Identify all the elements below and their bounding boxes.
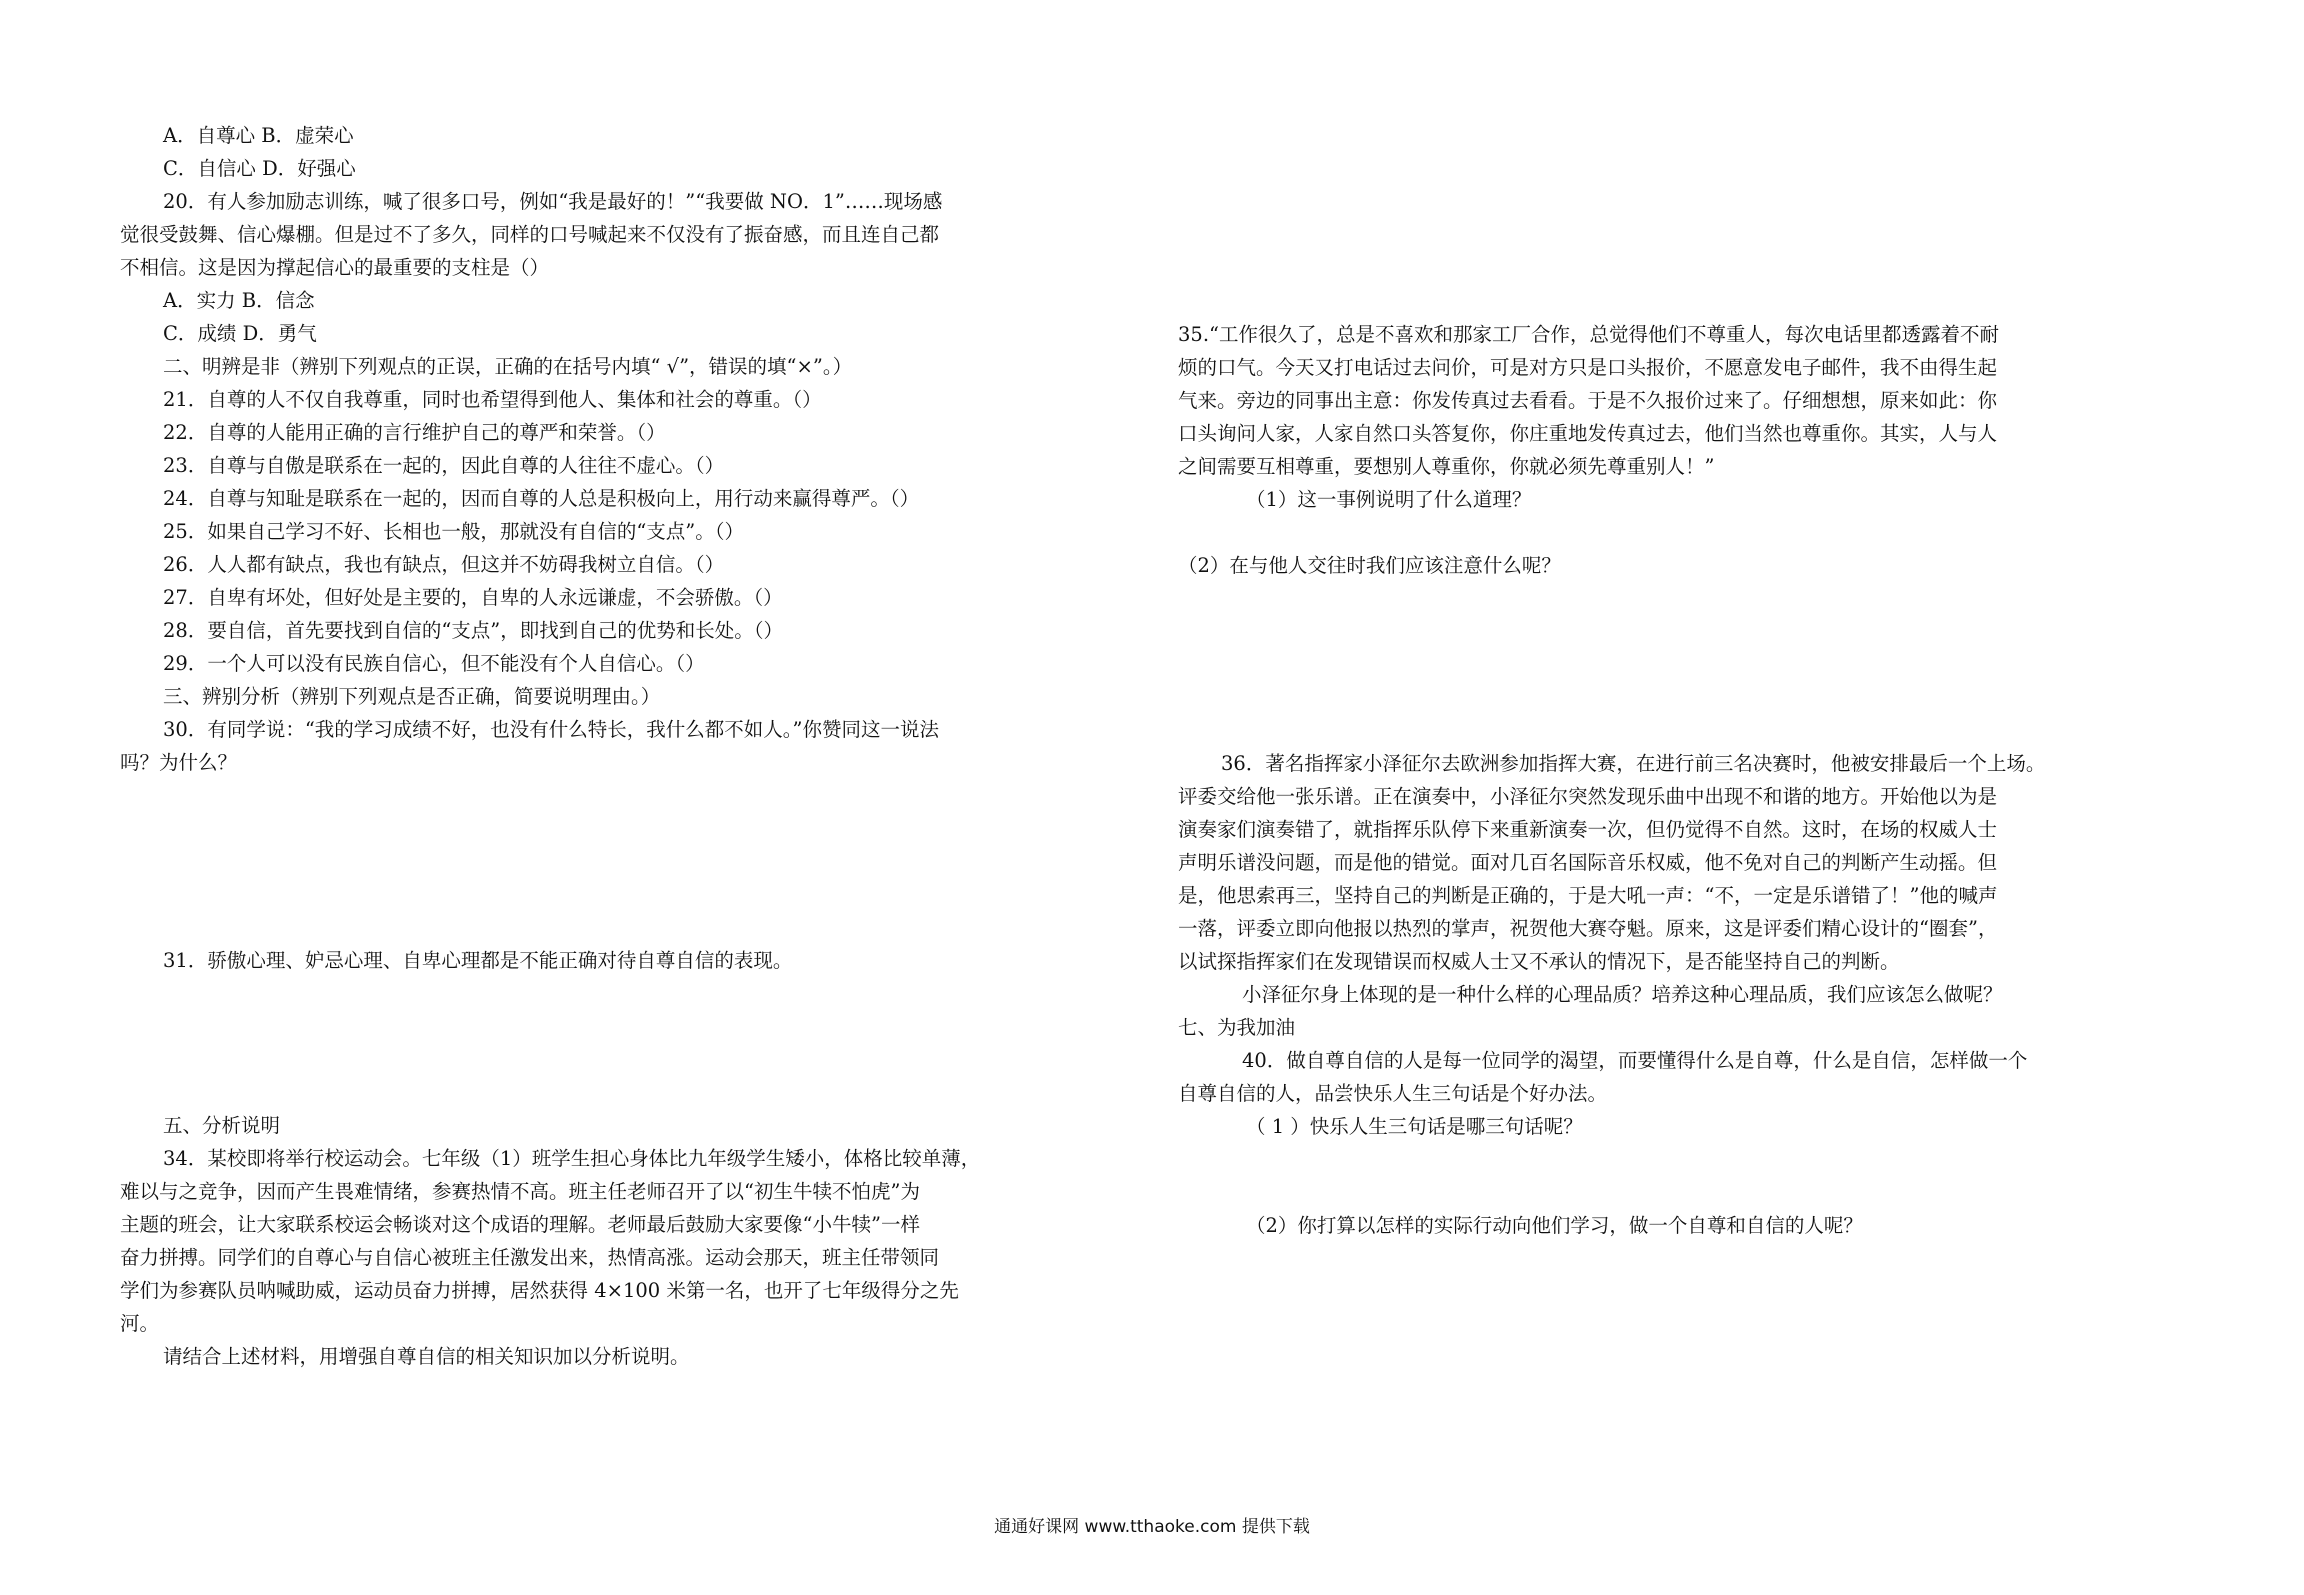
text-line: 30．有同学说：“我的学习成绩不好，也没有什么特长，我什么都不如人。”你赞同这一说法 — [163, 718, 940, 741]
text-line — [120, 779, 1060, 812]
text-line: C．自信心 D．好强心 — [163, 157, 356, 180]
text-line: 24．自尊与知耻是联系在一起的，因而自尊的人总是积极向上，用行动来赢得尊严。（） — [163, 487, 920, 510]
text-line: 评委交给他一张乐谱。正在演奏中，小泽征尔突然发现乐曲中出现不和谐的地方。开始他以为是 — [1178, 785, 1998, 808]
left-column — [120, 119, 1060, 1373]
text-line: （2）在与他人交往时我们应该注意什么呢？ — [1178, 554, 1561, 577]
text-line: 28．要自信，首先要找到自信的“支点”，即找到自己的优势和长处。（） — [163, 619, 784, 642]
text-line — [1178, 714, 2122, 747]
text-line: 觉很受鼓舞、信心爆棚。但是过不了多久，同样的口号喊起来不仅没有了振奋感，而且连自己都 — [120, 223, 940, 246]
text-line: 演奏家们演奏错了，就指挥乐队停下来重新演奏一次，但仍觉得不自然。这时，在场的权威人士 — [1178, 818, 1998, 841]
text-line — [120, 977, 1060, 1010]
text-line: （2）你打算以怎样的实际行动向他们学习，做一个自尊和自信的人呢？ — [1246, 1214, 1863, 1237]
text-line — [120, 1076, 1060, 1109]
text-line: 小泽征尔身上体现的是一种什么样的心理品质？培养这种心理品质，我们应该怎么做呢？ — [1242, 983, 2003, 1006]
text-line: 气来。旁边的同事出主意：你发传真过去看看。于是不久报价过来了。仔细想想，原来如此：你 — [1178, 389, 1998, 412]
text-line: 不相信。这是因为撑起信心的最重要的支柱是（） — [120, 256, 550, 279]
text-line: 河。 — [120, 1312, 160, 1335]
text-line: 22．自尊的人能用正确的言行维护自己的尊严和荣誉。（） — [163, 421, 666, 444]
text-line: 34．某校即将举行校运动会。七年级（1）班学生担心身体比九年级学生矮小，体格比较单薄， — [163, 1147, 981, 1170]
text-line: 声明乐谱没问题，而是他的错觉。面对几百名国际音乐权威，他不免对自己的判断产生动摇。但 — [1178, 851, 1998, 874]
text-line: 27．自卑有坏处，但好处是主要的，自卑的人永远谦虚，不会骄傲。（） — [163, 586, 783, 609]
text-line — [1178, 516, 2122, 549]
text-line — [120, 845, 1060, 878]
text-line — [120, 812, 1060, 845]
text-line: C．成绩 D．勇气 — [163, 322, 317, 345]
text-line: 36．著名指挥家小泽征尔去欧洲参加指挥大赛，在进行前三名决赛时，他被安排最后一个上场。 — [1221, 752, 2046, 775]
text-line: 是，他思索再三，坚持自己的判断是正确的，于是大吼一声：“不，一定是乐谱错了！”他的喊声 — [1178, 884, 1998, 907]
text-line — [120, 878, 1060, 911]
text-line: 一落，评委立即向他报以热烈的掌声，祝贺他大赛夺魁。原来，这是评委们精心设计的“圈套”， — [1178, 917, 1998, 940]
text-line: 五、分析说明 — [163, 1114, 281, 1137]
text-line: 学们为参赛队员呐喊助威，运动员奋力拼搏，居然获得 4×100 米第一名，也开了七年级得分之先 — [120, 1279, 959, 1302]
text-line — [120, 911, 1060, 944]
text-line — [1178, 615, 2122, 648]
footer-credit: 通通好课网 www.tthaoke.com 提供下载 — [994, 1517, 1310, 1537]
text-line: 之间需要互相尊重，要想别人尊重你，你就必须先尊重别人！” — [1178, 455, 1715, 478]
text-line: A．实力 B．信念 — [163, 289, 315, 312]
text-line: 21．自尊的人不仅自我尊重，同时也希望得到他人、集体和社会的尊重。（） — [163, 388, 822, 411]
text-line — [120, 1043, 1060, 1076]
text-line: 三、辨别分析（辨别下列观点是否正确，简要说明理由。） — [163, 685, 661, 708]
text-line: 20．有人参加励志训练，喊了很多口号，例如“我是最好的！”“我要做 NO．1”……现场感 — [163, 190, 943, 213]
text-line — [120, 1010, 1060, 1043]
text-line: 吗？为什么？ — [120, 751, 238, 774]
text-line: 25．如果自己学习不好、长相也一般，那就没有自信的“支点”。（） — [163, 520, 745, 543]
text-line: 奋力拼搏。同学们的自尊心与自信心被班主任激发出来，热情高涨。运动会那天，班主任带领同 — [120, 1246, 940, 1269]
text-line: 40．做自尊自信的人是每一位同学的渴望，而要懂得什么是自尊，什么是自信，怎样做一个 — [1242, 1049, 2028, 1072]
text-line: 23．自尊与自傲是联系在一起的，因此自尊的人往往不虚心。（） — [163, 454, 725, 477]
text-line: 35.“工作很久了，总是不喜欢和那家工厂合作，总觉得他们不尊重人，每次电话里都透露着不耐 — [1178, 323, 1999, 346]
text-line: （ 1 ）快乐人生三句话是哪三句话呢？ — [1246, 1115, 1583, 1138]
text-line: （1）这一事例说明了什么道理？ — [1246, 488, 1532, 511]
text-line — [1178, 681, 2122, 714]
text-line — [1178, 1176, 2122, 1209]
text-line: 口头询问人家，人家自然口头答复你，你庄重地发传真过去，他们当然也尊重你。其实，人与人 — [1178, 422, 1998, 445]
text-line: 以试探指挥家们在发现错误而权威人士又不承认的情况下，是否能坚持自己的判断。 — [1178, 950, 1900, 973]
text-line: 七、为我加油 — [1178, 1016, 1296, 1039]
text-line: 难以与之竞争，因而产生畏难情绪，参赛热情不高。班主任老师召开了以“初生牛犊不怕虎”为 — [120, 1180, 920, 1203]
text-line: 二、明辨是非（辨别下列观点的正误，正确的在括号内填“ √”，错误的填“×”。） — [163, 355, 853, 378]
text-line: 自尊自信的人，品尝快乐人生三句话是个好办法。 — [1178, 1082, 1608, 1105]
text-line: 29．一个人可以没有民族自信心，但不能没有个人自信心。（） — [163, 652, 705, 675]
text-line — [1178, 582, 2122, 615]
text-line — [1178, 1143, 2122, 1176]
text-line: 请结合上述材料，用增强自尊自信的相关知识加以分析说明。 — [163, 1345, 690, 1368]
text-line — [1178, 648, 2122, 681]
text-line: 26．人人都有缺点，我也有缺点，但这并不妨碍我树立自信。（） — [163, 553, 725, 576]
text-line: 烦的口气。今天又打电话过去问价，可是对方只是口头报价，不愿意发电子邮件，我不由得生起 — [1178, 356, 1998, 379]
text-line: 主题的班会，让大家联系校运会畅谈对这个成语的理解。老师最后鼓励大家要像“小牛犊”一样 — [120, 1213, 920, 1236]
text-line: A．自尊心 B．虚荣心 — [163, 124, 354, 147]
right-column — [1178, 318, 2122, 1242]
text-line: 31．骄傲心理、妒忌心理、自卑心理都是不能正确对待自尊自信的表现。 — [163, 949, 793, 972]
